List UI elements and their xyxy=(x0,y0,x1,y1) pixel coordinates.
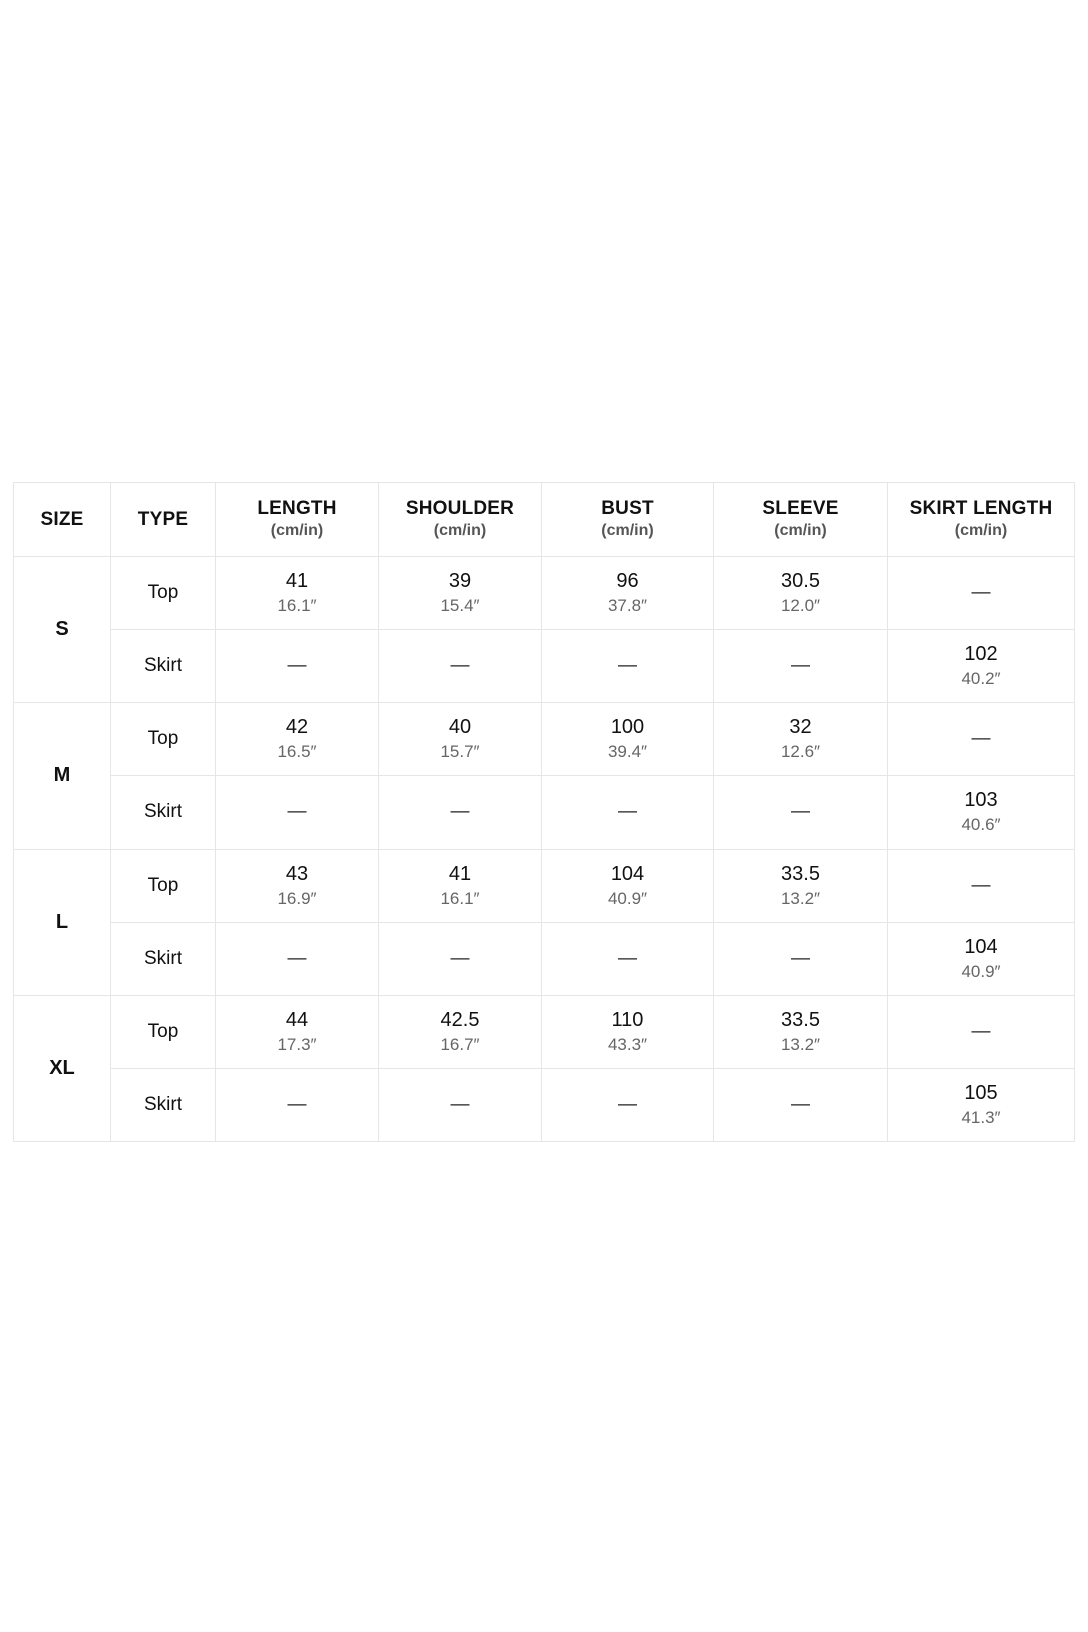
dash-placeholder: — xyxy=(791,655,810,677)
value-inches: 40.9″ xyxy=(607,888,648,908)
header-unit: (cm/in) xyxy=(774,522,827,539)
measurement-cell xyxy=(888,922,1075,995)
size-label: M xyxy=(14,703,111,849)
value-cm: 39 xyxy=(448,570,472,593)
empty-cell xyxy=(888,703,1075,776)
measurement-cell xyxy=(714,703,888,776)
value-inches: 43.3″ xyxy=(607,1034,648,1054)
header-bust xyxy=(542,483,714,557)
value-inches: 13.2″ xyxy=(780,1034,821,1054)
table-row xyxy=(14,922,1075,995)
value-inches: 39.4″ xyxy=(607,742,648,762)
measurement-cell xyxy=(888,776,1075,849)
empty-cell xyxy=(714,1068,888,1141)
empty-cell xyxy=(714,776,888,849)
empty-cell xyxy=(216,630,379,703)
table-header xyxy=(14,483,1075,557)
measurement-cell xyxy=(216,703,379,776)
header-label: SHOULDER xyxy=(405,498,515,519)
value-cm: 43 xyxy=(285,862,309,885)
value-inches: 17.3″ xyxy=(277,1034,317,1054)
type-label: Top xyxy=(111,849,216,922)
dash-placeholder: — xyxy=(791,947,810,969)
value-inches: 12.0″ xyxy=(780,596,821,616)
header-sleeve xyxy=(714,483,888,557)
empty-cell xyxy=(542,630,714,703)
dash-placeholder: — xyxy=(791,801,810,823)
value-inches: 16.1″ xyxy=(440,888,480,908)
value-inches: 40.9″ xyxy=(961,961,1001,981)
value-inches: 15.7″ xyxy=(440,742,480,762)
empty-cell xyxy=(542,1068,714,1141)
measurement-cell xyxy=(216,849,379,922)
value-cm: 96 xyxy=(616,570,639,593)
value-cm: 33.5 xyxy=(781,1008,820,1031)
value-cm: 102 xyxy=(964,643,998,666)
header-length xyxy=(216,483,379,557)
type-label: Skirt xyxy=(111,1068,216,1141)
measurement-cell xyxy=(714,557,888,630)
size-chart-table xyxy=(13,482,1075,1142)
value-cm: 32 xyxy=(789,716,812,739)
value-cm: 33.5 xyxy=(781,862,820,885)
value-inches: 41.3″ xyxy=(961,1107,1001,1127)
value-cm: 40 xyxy=(448,716,472,739)
dash-placeholder: — xyxy=(971,1020,991,1042)
size-label: L xyxy=(14,849,111,995)
dash-placeholder: — xyxy=(287,947,307,969)
empty-cell xyxy=(888,995,1075,1068)
measurement-cell xyxy=(379,995,542,1068)
empty-cell xyxy=(379,1068,542,1141)
measurement-cell xyxy=(888,1068,1075,1141)
value-cm: 103 xyxy=(964,789,998,812)
measurement-cell xyxy=(379,849,542,922)
header-unit: (cm/in) xyxy=(433,522,487,539)
dash-placeholder: — xyxy=(450,801,470,823)
value-cm: 42 xyxy=(285,716,309,739)
dash-placeholder: — xyxy=(618,947,637,969)
empty-cell xyxy=(542,776,714,849)
value-cm: 104 xyxy=(610,862,645,885)
dash-placeholder: — xyxy=(971,874,991,896)
measurement-cell xyxy=(714,995,888,1068)
value-inches: 15.4″ xyxy=(440,596,480,616)
header-shoulder xyxy=(379,483,542,557)
header-row xyxy=(14,483,1075,557)
measurement-cell xyxy=(379,557,542,630)
value-cm: 42.5 xyxy=(440,1008,480,1031)
header-unit: (cm/in) xyxy=(954,522,1008,539)
empty-cell xyxy=(216,1068,379,1141)
value-inches: 37.8″ xyxy=(607,596,648,616)
value-inches: 16.1″ xyxy=(277,596,317,616)
table-row xyxy=(14,557,1075,630)
header-unit: (cm/in) xyxy=(270,522,324,539)
value-inches: 12.6″ xyxy=(780,742,821,762)
header-label: LENGTH xyxy=(257,498,337,519)
measurement-cell xyxy=(216,557,379,630)
table-row xyxy=(14,703,1075,776)
value-inches: 40.2″ xyxy=(961,669,1001,689)
dash-placeholder: — xyxy=(618,655,637,677)
dash-placeholder: — xyxy=(450,1093,470,1115)
header-label: TYPE xyxy=(137,508,189,530)
empty-cell xyxy=(888,849,1075,922)
measurement-cell xyxy=(542,995,714,1068)
header-label: BUST xyxy=(601,498,654,519)
value-cm: 110 xyxy=(611,1008,644,1031)
type-label: Skirt xyxy=(111,922,216,995)
dash-placeholder: — xyxy=(971,582,991,604)
dash-placeholder: — xyxy=(791,1093,810,1115)
empty-cell xyxy=(888,557,1075,630)
dash-placeholder: — xyxy=(618,1093,637,1115)
header-type xyxy=(111,483,216,557)
empty-cell xyxy=(542,922,714,995)
value-inches: 13.2″ xyxy=(780,888,821,908)
measurement-cell xyxy=(714,849,888,922)
dash-placeholder: — xyxy=(618,801,637,823)
value-cm: 104 xyxy=(964,935,998,958)
measurement-cell xyxy=(216,995,379,1068)
measurement-cell xyxy=(542,849,714,922)
empty-cell xyxy=(379,630,542,703)
empty-cell xyxy=(379,922,542,995)
empty-cell xyxy=(379,776,542,849)
value-inches: 16.7″ xyxy=(440,1034,480,1054)
measurement-cell xyxy=(379,703,542,776)
header-label: SLEEVE xyxy=(762,498,839,519)
header-size xyxy=(14,483,111,557)
table-row xyxy=(14,995,1075,1068)
value-cm: 105 xyxy=(964,1081,998,1104)
value-cm: 44 xyxy=(285,1008,309,1031)
measurement-cell xyxy=(542,557,714,630)
table-row xyxy=(14,776,1075,849)
value-inches: 16.5″ xyxy=(277,742,317,762)
dash-placeholder: — xyxy=(450,655,470,677)
table-row xyxy=(14,630,1075,703)
type-label: Skirt xyxy=(111,776,216,849)
size-label: S xyxy=(14,557,111,703)
size-label: XL xyxy=(14,995,111,1141)
measurement-cell xyxy=(542,703,714,776)
dash-placeholder: — xyxy=(287,655,307,677)
value-cm: 41 xyxy=(285,570,309,593)
value-inches: 16.9″ xyxy=(277,888,317,908)
empty-cell xyxy=(216,776,379,849)
type-label: Skirt xyxy=(111,630,216,703)
value-inches: 40.6″ xyxy=(961,815,1001,835)
header-skirt-length xyxy=(888,483,1075,557)
empty-cell xyxy=(216,922,379,995)
dash-placeholder: — xyxy=(287,801,307,823)
empty-cell xyxy=(714,630,888,703)
header-unit: (cm/in) xyxy=(601,522,654,539)
table-row xyxy=(14,849,1075,922)
header-label: SKIRT LENGTH xyxy=(909,498,1053,519)
value-cm: 100 xyxy=(610,716,645,739)
type-label: Top xyxy=(111,703,216,776)
empty-cell xyxy=(714,922,888,995)
value-cm: 30.5 xyxy=(781,570,820,593)
measurement-cell xyxy=(888,630,1075,703)
type-label: Top xyxy=(111,557,216,630)
table-body xyxy=(14,557,1075,1142)
type-label: Top xyxy=(111,995,216,1068)
dash-placeholder: — xyxy=(287,1093,307,1115)
dash-placeholder: — xyxy=(971,728,991,750)
value-cm: 41 xyxy=(448,862,472,885)
table-row xyxy=(14,1068,1075,1141)
dash-placeholder: — xyxy=(450,947,470,969)
header-label: SIZE xyxy=(40,508,84,530)
